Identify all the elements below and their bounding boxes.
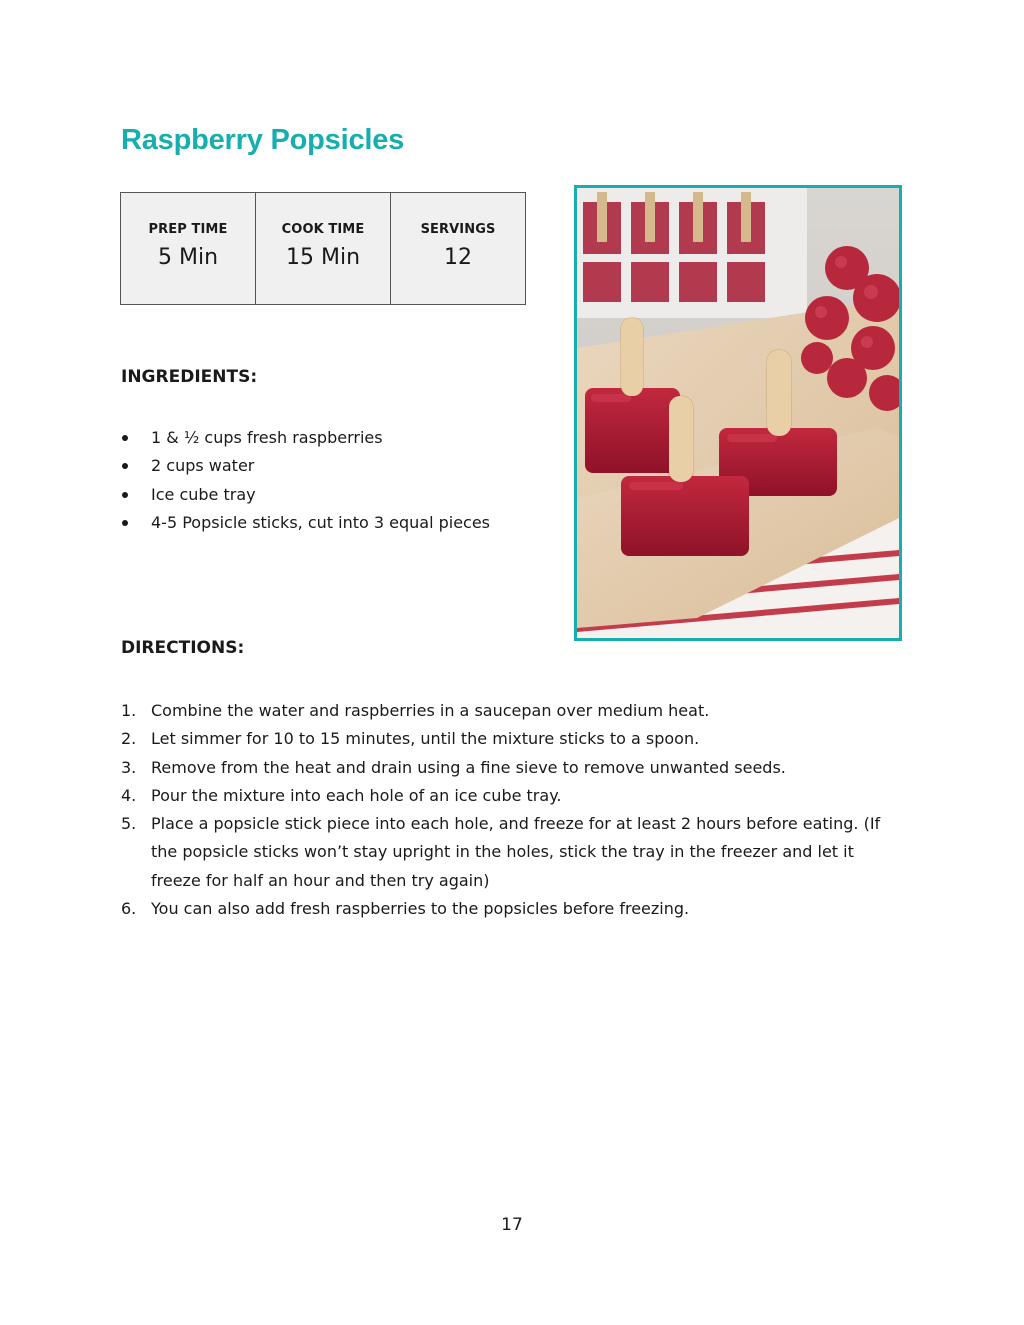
servings-label: SERVINGS bbox=[420, 222, 496, 237]
step-number: 2. bbox=[121, 729, 137, 749]
bullet-icon bbox=[122, 520, 128, 526]
list-item bbox=[121, 782, 901, 810]
list-item bbox=[121, 424, 490, 452]
servings-value: 12 bbox=[444, 245, 472, 270]
page-number: 17 bbox=[501, 1215, 523, 1235]
ingredient-text: 1 & ½ cups fresh raspberries bbox=[151, 428, 383, 447]
bullet-icon bbox=[122, 492, 128, 498]
list-item bbox=[121, 725, 901, 753]
bullet-icon bbox=[122, 435, 128, 441]
raspberry-popsicles-photo bbox=[574, 185, 902, 641]
list-item bbox=[121, 895, 901, 923]
list-item bbox=[121, 697, 901, 725]
prep-time-value: 5 Min bbox=[157, 245, 219, 270]
cook-time-value: 15 Min bbox=[285, 245, 361, 270]
recipe-stats-table bbox=[120, 192, 526, 305]
step-number: 5. bbox=[121, 814, 137, 834]
step-text: You can also add fresh raspberries to the popsicles before freezing. bbox=[151, 899, 690, 919]
cook-time-cell bbox=[256, 193, 391, 304]
step-number: 1. bbox=[121, 701, 137, 720]
step-text: Pour the mixture into each hole of an ice cube tray. bbox=[151, 785, 562, 805]
recipe-title: Raspberry Popsicles bbox=[121, 124, 405, 156]
prep-time-cell bbox=[121, 193, 256, 304]
step-text: Place a popsicle stick piece into each hole, and freeze for at least 2 hours before eating. (If the popsicle sticks won’t stay upright in the holes, stick the tray in the freezer and let it freeze for half an hour and then try again) bbox=[151, 814, 881, 890]
step-number: 3. bbox=[121, 757, 137, 777]
step-text: Let simmer for 10 to 15 minutes, until the mixture sticks to a spoon. bbox=[151, 729, 700, 749]
cook-time-label: COOK TIME bbox=[281, 222, 365, 237]
list-item bbox=[121, 754, 901, 782]
list-item bbox=[121, 509, 490, 537]
list-item bbox=[121, 810, 901, 895]
ingredient-text: 4-5 Popsicle sticks, cut into 3 equal pieces bbox=[151, 512, 491, 532]
bullet-icon bbox=[122, 463, 128, 469]
servings-cell bbox=[391, 193, 525, 304]
ingredients-list bbox=[121, 424, 490, 537]
directions-list bbox=[121, 697, 901, 923]
step-number: 4. bbox=[121, 785, 137, 805]
ingredient-text: 2 cups water bbox=[151, 456, 255, 476]
prep-time-label: PREP TIME bbox=[148, 222, 228, 237]
list-item bbox=[121, 481, 490, 509]
ingredients-heading: INGREDIENTS: bbox=[121, 367, 258, 387]
ingredient-text: Ice cube tray bbox=[151, 484, 256, 504]
directions-heading: DIRECTIONS: bbox=[121, 638, 245, 658]
step-number: 6. bbox=[121, 899, 137, 919]
step-text: Remove from the heat and drain using a fine sieve to remove unwanted seeds. bbox=[151, 757, 786, 777]
step-text: Combine the water and raspberries in a saucepan over medium heat. bbox=[151, 701, 710, 720]
list-item bbox=[121, 452, 490, 480]
